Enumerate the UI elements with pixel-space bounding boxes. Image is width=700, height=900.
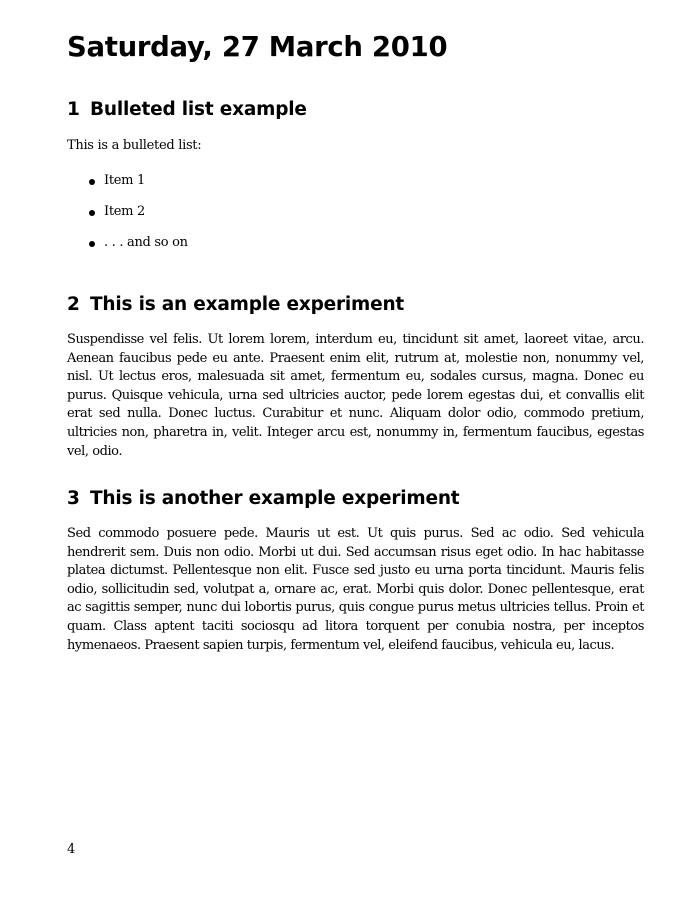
section-number: 1 [67, 99, 80, 120]
section-title: This is an example experiment [90, 294, 405, 315]
bullet-icon [89, 210, 95, 216]
section-number: 2 [67, 294, 80, 315]
section-title: This is another example experiment [90, 488, 460, 509]
bullet-icon [89, 241, 95, 247]
document-page [67, 0, 644, 900]
section-heading-another-experiment [67, 488, 459, 509]
list-item-text: Item 2 [104, 204, 145, 219]
page-title: Saturday, 27 March 2010 [67, 31, 448, 63]
list-item-text: Item 1 [104, 173, 145, 188]
section-intro-text: This is a bulleted list: [67, 138, 202, 153]
section-body-paragraph: Sed commodo posuere pede. Mauris ut est. Ut quis purus. Sed ac odio. Sed vehicula hendrerit sem. Duis non odio. Morbi ut dui. Sed accumsan risus eget odio. In hac habitasse platea dictumst. Pellentesque non elit. Fusce sed justo eu urna porta tincidunt. Mauris felis odio, sollicitudin sed, volutpat a, ornare ac, erat. Morbi quis dolor. Donec pellentesque, erat ac sagittis semper, nunc dui lobortis purus, quis congue purus metus ultricies tellus. Proin et quam. Class aptent taciti sociosqu ad litora torquent per conubia nostra, per inceptos hymenaeos. Praesent sapien turpis, fermentum vel, eleifend faucibus, vehicula eu, lacus. [67, 526, 644, 653]
bullet-icon [89, 179, 95, 185]
section-heading-bulleted-list [67, 99, 307, 120]
page-number: 4 [67, 842, 76, 857]
section-body-paragraph: Suspendisse vel felis. Ut lorem lorem, interdum eu, tincidunt sit amet, laoreet vitae, arcu. Aenean faucibus pede eu ante. Praesent enim elit, rutrum at, molestie non, nonummy vel, nisl. Ut lectus eros, malesuada sit amet, fermentum eu, sodales cursus, magna. Donec eu purus. Quisque vehicula, urna sed ultricies auctor, pede lorem egestas dui, et convallis elit erat sed nulla. Donec luctus. Curabitur et nunc. Aliquam dolor odio, commodo pretium, ultricies non, pharetra in, velit. Integer arcu est, nonummy in, fermentum faucibus, egestas vel, odio. [67, 332, 644, 459]
list-item-text: . . . and so on [104, 235, 188, 250]
section-number: 3 [67, 488, 80, 509]
section-heading-example-experiment [67, 294, 404, 315]
section-title: Bulleted list example [90, 99, 307, 120]
